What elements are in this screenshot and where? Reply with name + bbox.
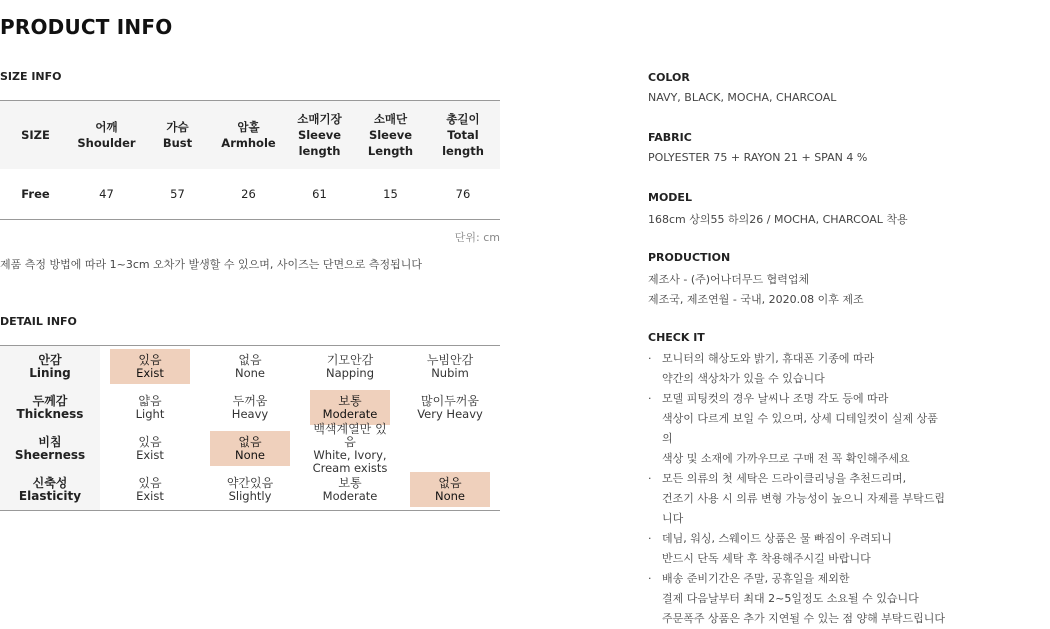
size-header-cell: [142, 119, 213, 151]
detail-option: [110, 472, 190, 507]
size-header-line: Bust: [162, 136, 193, 150]
detail-option-line: 얇음: [138, 393, 162, 408]
size-header-cell: [213, 119, 284, 151]
check-it-line: · 데님, 워싱, 스웨이드 상품은 물 빠짐이 우려되니: [662, 532, 892, 545]
detail-header-ko: 비침: [38, 434, 62, 449]
list-item: [648, 569, 948, 629]
size-header-cell: [426, 111, 500, 159]
detail-option-line: 없음: [238, 352, 262, 367]
detail-row-header: [0, 387, 100, 428]
size-cell: 76: [455, 187, 471, 201]
size-cell: Free: [21, 187, 50, 201]
detail-option-line: 없음: [238, 434, 262, 449]
check-it-line: 건조기 사용 시 의류 변형 가능성이 높으니 자제를 부탁드립니다: [662, 492, 945, 525]
size-header-line: 어깨: [95, 120, 118, 134]
detail-option-line: Cream exists: [312, 460, 388, 475]
detail-option-selected: [410, 472, 490, 507]
check-it-label: CHECK IT: [648, 331, 705, 344]
size-header-line: 총길이: [446, 112, 480, 126]
detail-table: [0, 345, 500, 511]
detail-option: [310, 472, 390, 507]
fabric-label: FABRIC: [648, 131, 692, 144]
detail-option-line: Very Heavy: [417, 406, 483, 421]
size-cell: 15: [383, 187, 398, 201]
detail-option-line: 기모안감: [326, 352, 374, 367]
detail-option: [310, 421, 390, 475]
detail-option: [410, 349, 490, 384]
detail-option-line: 있음: [138, 434, 162, 449]
list-item: [648, 389, 948, 469]
detail-option-line: Exist: [136, 365, 164, 380]
size-header-cell: [284, 111, 355, 159]
detail-row-header: [0, 428, 100, 469]
size-cell: 61: [312, 187, 327, 201]
detail-option-line: 있음: [138, 352, 162, 367]
list-item: [648, 349, 948, 389]
size-header-line: Sleeve: [297, 128, 342, 142]
detail-option: [210, 390, 290, 425]
detail-option-line: 보통: [338, 393, 362, 408]
detail-option-line: Nubim: [431, 365, 469, 380]
detail-option-line: None: [234, 447, 265, 462]
check-it-line: · 배송 준비기간은 주말, 공휴일을 제외한: [662, 572, 850, 585]
detail-info-label: DETAIL INFO: [0, 315, 77, 328]
size-table-header: [0, 101, 500, 169]
check-it-line: 약간의 색상차가 있을 수 있습니다: [662, 372, 825, 385]
size-header-line: 소매기장: [297, 112, 342, 126]
detail-row-header: [0, 469, 100, 510]
size-header-line: Sleeve: [368, 128, 413, 142]
check-it-line: 결제 다음날부터 최대 2~5일정도 소요될 수 있습니다: [662, 592, 919, 605]
detail-header-en: Sheerness: [14, 447, 86, 462]
detail-row: [0, 469, 500, 510]
size-unit: 단위: cm: [454, 231, 500, 244]
detail-option: [410, 390, 490, 425]
detail-option: [210, 472, 290, 507]
detail-option: [310, 349, 390, 384]
detail-option-line: 없음: [438, 475, 462, 490]
list-item: [648, 529, 948, 569]
detail-option-line: Napping: [325, 365, 375, 380]
detail-option-selected: [110, 349, 190, 384]
check-it-line: 반드시 단독 세탁 후 착용해주시길 바랍니다: [662, 552, 871, 565]
detail-option-line: Slightly: [228, 488, 272, 503]
detail-option-line: 많이두꺼움: [421, 393, 479, 408]
size-header-line: Total length: [442, 128, 484, 158]
detail-header-en: Lining: [29, 365, 71, 380]
check-it-list: [648, 349, 948, 629]
color-value: NAVY, BLACK, MOCHA, CHARCOAL: [648, 91, 837, 104]
page-title: PRODUCT INFO: [0, 15, 173, 39]
detail-option: [110, 431, 190, 466]
size-header-line: Armhole: [221, 136, 276, 150]
size-table-body: [0, 169, 500, 219]
detail-option-line: None: [234, 365, 265, 380]
detail-header-ko: 두께감: [32, 393, 68, 408]
model-label: MODEL: [648, 191, 692, 204]
size-header-line: Length: [367, 144, 414, 158]
size-header-line: Shoulder: [77, 136, 136, 150]
detail-option-selected: [310, 390, 390, 425]
check-it-line: 색상 및 소재에 가까우므로 구매 전 꼭 확인해주세요: [662, 452, 910, 465]
detail-option-line: White, Ivory,: [313, 447, 387, 462]
check-it-line: · 모델 피팅컷의 경우 날씨나 조명 각도 등에 따라: [662, 392, 889, 405]
size-header-cell: [71, 119, 142, 151]
size-cell: 47: [99, 187, 114, 201]
detail-option-line: None: [434, 488, 465, 503]
detail-option-line: Heavy: [231, 406, 269, 421]
detail-option-line: 두꺼움: [232, 393, 268, 408]
detail-option-line: 백색계열만 있음: [313, 421, 387, 449]
detail-option-line: Moderate: [322, 488, 378, 503]
size-header-line: 소매단: [373, 112, 408, 126]
check-it-line: · 모든 의류의 첫 세탁은 드라이클리닝을 추천드리며,: [662, 472, 907, 485]
detail-option: [210, 349, 290, 384]
detail-row-header: [0, 346, 100, 387]
size-cell: 57: [170, 187, 185, 201]
detail-header-ko: 안감: [38, 352, 62, 367]
detail-option-line: Light: [135, 406, 165, 421]
detail-option-line: Exist: [136, 488, 164, 503]
detail-row: [0, 346, 500, 387]
detail-option-line: Moderate: [322, 406, 378, 421]
size-header-line: SIZE: [21, 128, 50, 142]
table-row: [0, 169, 500, 219]
detail-option-line: 누빔안감: [426, 352, 474, 367]
detail-option-selected: [210, 431, 290, 466]
size-cell: 26: [241, 187, 256, 201]
check-it-line: · 모니터의 해상도와 밝기, 휴대폰 기종에 따라: [662, 352, 875, 365]
list-item: [648, 469, 948, 529]
detail-row: [0, 421, 500, 475]
production-label: PRODUCTION: [648, 251, 731, 264]
detail-row: [0, 387, 500, 428]
model-value: 168cm 상의55 하의26 / MOCHA, CHARCOAL 착용: [648, 213, 908, 226]
fabric-value: POLYESTER 75 + RAYON 21 + SPAN 4 %: [648, 151, 868, 164]
size-header-cell: [355, 111, 426, 159]
detail-option: [110, 390, 190, 425]
color-label: COLOR: [648, 71, 690, 84]
size-header-line: 가슴: [166, 120, 189, 134]
detail-option-line: Exist: [136, 447, 164, 462]
size-info-label: SIZE INFO: [0, 70, 62, 83]
detail-header-en: Elasticity: [18, 488, 82, 503]
production-line: 제조사 - (주)어나더무드 협력업체: [648, 273, 810, 286]
size-table: [0, 100, 500, 220]
production-line: 제조국, 제조연월 - 국내, 2020.08 이후 제조: [648, 293, 864, 306]
check-it-line: 색상이 다르게 보일 수 있으며, 상세 디테일컷이 실제 상품의: [662, 412, 938, 445]
size-header-line: length: [298, 144, 341, 158]
detail-option-line: 약간있음: [226, 475, 274, 490]
size-header-cell: [0, 127, 71, 143]
check-it-line: 주문폭주 상품은 추가 지연될 수 있는 점 양해 부탁드립니다: [662, 612, 945, 625]
detail-option-line: 보통: [338, 475, 362, 490]
size-header-line: 암홀: [237, 120, 260, 134]
detail-header-ko: 신축성: [32, 475, 68, 490]
detail-header-en: Thickness: [16, 406, 84, 421]
detail-option-line: 있음: [138, 475, 162, 490]
size-note: 제품 측정 방법에 따라 1~3cm 오차가 발생할 수 있으며, 사이즈는 단면으로 측정됩니다: [0, 258, 422, 271]
